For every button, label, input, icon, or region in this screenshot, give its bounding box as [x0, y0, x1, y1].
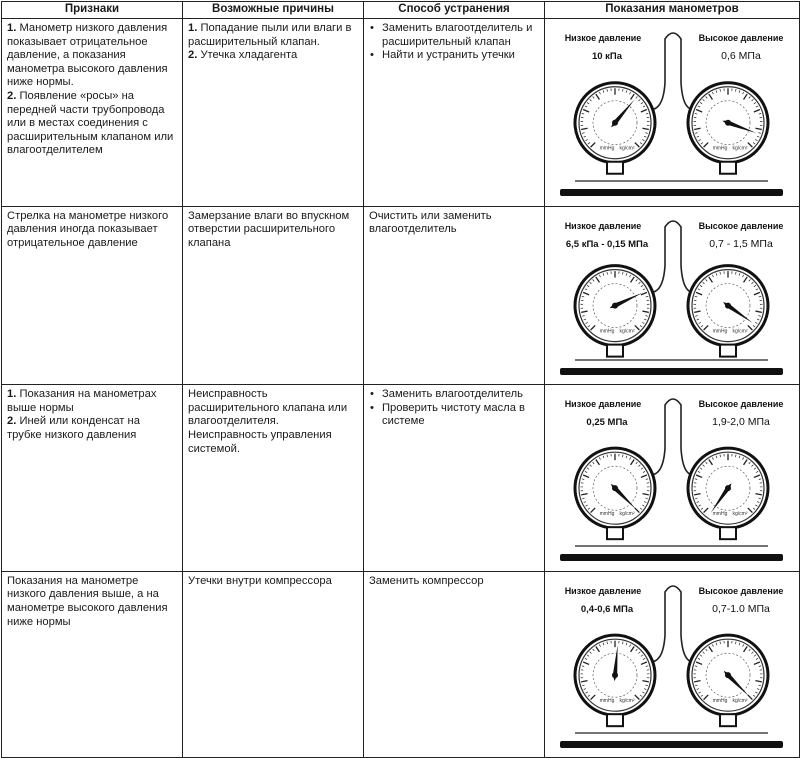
high-pressure-label: Высокое давление: [699, 399, 784, 409]
high-gauge-stem: [720, 344, 736, 356]
high-pressure-value: 1,9-2,0 МПа: [712, 416, 770, 428]
low-gauge-stem: [607, 714, 623, 726]
list-item: 1. Попадание пыли или влаги в расширительный клапан.: [188, 22, 358, 49]
low-pressure-label: Низкое давление: [565, 586, 642, 596]
low-pressure-label: Низкое давление: [565, 33, 642, 43]
manifold-base: [560, 741, 783, 748]
high-gauge-unit: kg/cm²: [733, 511, 748, 517]
header-gauges: Показания манометров: [545, 2, 800, 19]
high-gauge-unit: kg/cm²: [733, 146, 748, 152]
low-gauge-hub: [612, 120, 618, 126]
table-row: [2, 385, 800, 572]
gauges-cell: [545, 385, 800, 572]
high-gauge-stem: [720, 527, 736, 539]
fixes-cell: [364, 19, 545, 207]
manifold-hose: [645, 33, 698, 110]
manifold-hose: [645, 586, 698, 662]
signs-cell: Показания на манометре низкого давления выше, а на манометре высокого давления ниже нормы: [2, 571, 183, 758]
low-gauge-unit: kg/cm²: [620, 511, 635, 517]
low-gauge-hub: [612, 302, 618, 308]
high-pressure-label: Высокое давление: [699, 586, 784, 596]
high-pressure-label: Высокое давление: [699, 221, 784, 231]
high-gauge-hub: [725, 485, 731, 491]
low-pressure-label: Низкое давление: [565, 399, 642, 409]
high-gauge-hub: [725, 672, 731, 678]
fixes-cell: Заменить компрессор: [364, 571, 545, 758]
causes-cell: Замерзание влаги во впускном отверстии расширительного клапана: [183, 206, 364, 385]
low-gauge-unit: kg/cm²: [620, 328, 635, 334]
list-item: 1. Показания на манометрах выше нормы: [7, 388, 177, 415]
high-pressure-value: 0,7 - 1,5 МПа: [709, 238, 773, 250]
low-pressure-value: 0,25 МПа: [586, 417, 628, 428]
causes-cell: Неисправность расширительного клапана или влагоотделителя. Неисправность управления системой.: [183, 385, 364, 572]
list-item: 2. Появление «росы» на передней части трубопровода или в местах соединения с расширительным клапаном или влагоотделителем: [7, 90, 177, 158]
high-gauge-unit: mmHg: [713, 698, 728, 704]
low-gauge-unit: kg/cm²: [620, 146, 635, 152]
list-item: • Заменить влагоотделитель и расширительный клапан: [382, 22, 539, 49]
gauge-pair-figure: [545, 385, 798, 566]
manifold-base: [560, 554, 783, 561]
list-item: • Заменить влагоотделитель: [382, 388, 539, 402]
low-gauge-unit: mmHg: [600, 328, 615, 334]
low-gauge-stem: [607, 344, 623, 356]
high-gauge-unit: mmHg: [713, 511, 728, 517]
gauge-pair-figure: [545, 207, 798, 380]
high-pressure-label: Высокое давление: [699, 33, 784, 43]
fixes-cell: Очистить или заменить влагоотделитель: [364, 206, 545, 385]
manifold-base: [560, 368, 783, 375]
list-item: 2. Иней или конденсат на трубке низкого давления: [7, 415, 177, 442]
low-pressure-value: 0,4-0,6 МПа: [581, 604, 634, 615]
gauge-pair-figure: [545, 572, 798, 753]
list-item: • Проверить чистоту масла в системе: [382, 402, 539, 429]
table-row: [2, 206, 800, 385]
gauge-pair-figure: [545, 19, 798, 201]
header-row: [2, 2, 800, 19]
high-gauge-unit: kg/cm²: [733, 328, 748, 334]
diagnostic-table: [1, 1, 800, 758]
manifold-hose: [645, 221, 698, 293]
header-signs: Признаки: [2, 2, 183, 19]
list-item: 1. Манометр низкого давления показывает отрицательное давление, а показания манометра высокого давления ниже нормы.: [7, 22, 177, 90]
header-causes: Возможные причины: [183, 2, 364, 19]
low-gauge-hub: [612, 485, 618, 491]
low-gauge-unit: mmHg: [600, 698, 615, 704]
table-row: [2, 19, 800, 207]
low-gauge-unit: mmHg: [600, 146, 615, 152]
low-gauge-unit: mmHg: [600, 511, 615, 517]
signs-cell: Стрелка на манометре низкого давления иногда показывает отрицательное давление: [2, 206, 183, 385]
high-gauge-unit: mmHg: [713, 146, 728, 152]
manifold-hose: [645, 399, 698, 475]
fixes-cell: [364, 385, 545, 572]
gauges-cell: [545, 571, 800, 758]
high-gauge-unit: kg/cm²: [733, 698, 748, 704]
causes-cell: [183, 19, 364, 207]
low-gauge-hub: [612, 672, 618, 678]
high-gauge-stem: [720, 714, 736, 726]
high-gauge-hub: [725, 120, 731, 126]
signs-cell: [2, 385, 183, 572]
signs-cell: [2, 19, 183, 207]
gauges-cell: [545, 206, 800, 385]
table-row: [2, 571, 800, 758]
low-gauge-stem: [607, 527, 623, 539]
low-pressure-value: 10 кПа: [592, 51, 623, 62]
high-gauge-stem: [720, 162, 736, 174]
high-gauge-unit: mmHg: [713, 328, 728, 334]
low-gauge-unit: kg/cm²: [620, 698, 635, 704]
high-gauge-hub: [725, 302, 731, 308]
header-fixes: Способ устранения: [364, 2, 545, 19]
list-item: 2. Утечка хладагента: [188, 49, 358, 63]
low-pressure-value: 6,5 кПа - 0,15 МПа: [566, 239, 649, 250]
manifold-base: [560, 189, 783, 196]
high-pressure-value: 0,7-1.0 МПа: [712, 603, 770, 615]
low-gauge-stem: [607, 162, 623, 174]
gauges-cell: [545, 19, 800, 207]
causes-cell: Утечки внутри компрессора: [183, 571, 364, 758]
low-pressure-label: Низкое давление: [565, 221, 642, 231]
list-item: • Найти и устранить утечки: [382, 49, 539, 63]
high-pressure-value: 0,6 МПа: [721, 50, 761, 62]
